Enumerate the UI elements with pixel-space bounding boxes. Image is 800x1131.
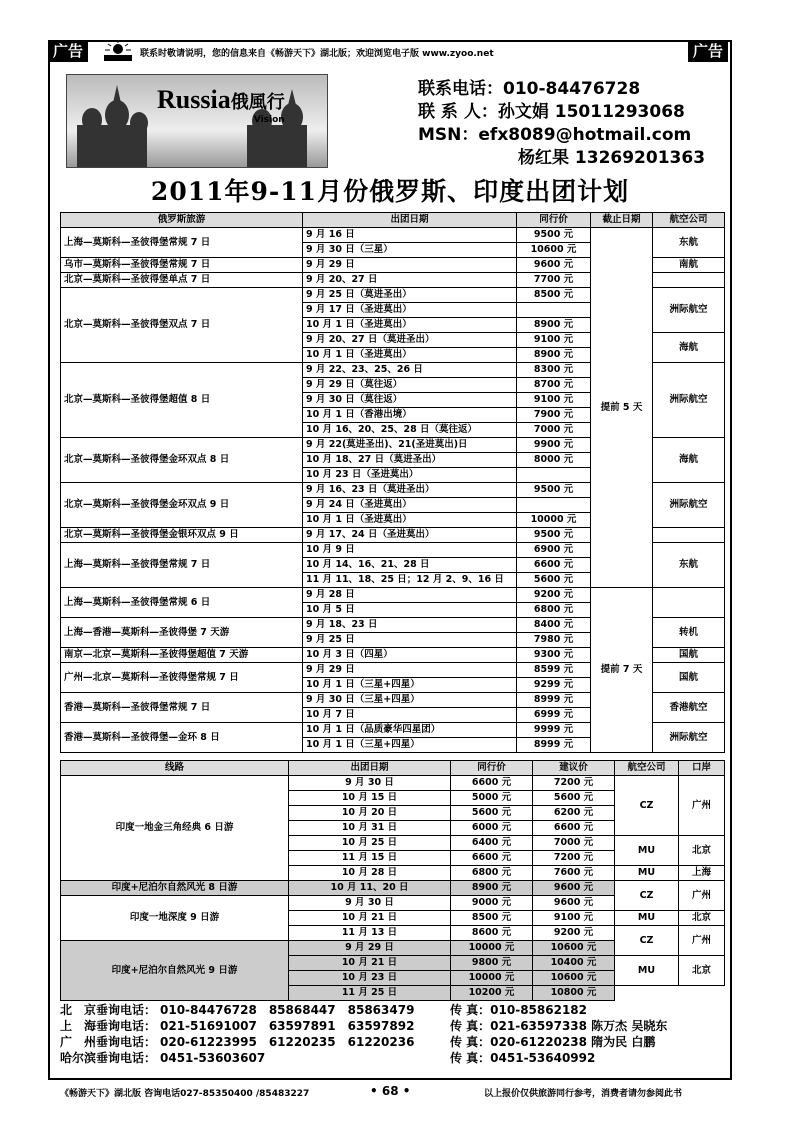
column-header: 截止日期 [591,213,653,228]
departure-date: 11 月 13 日 [289,926,451,941]
hotline-row [60,1002,667,1018]
hotline-city: 哈尔滨垂询电话： [60,1051,157,1065]
trade-price: 9500 元 [517,528,591,543]
departure-date: 10 月 1 日（圣进莫出） [303,348,517,363]
departure-date: 9 月 17 日（圣进莫出） [303,303,517,318]
trade-price: 6900 元 [517,543,591,558]
route-name: 北京—莫斯科—圣彼得堡双点 7 日 [61,288,303,363]
trade-price: 10000 元 [451,941,533,956]
airline: 国航 [653,663,725,693]
trade-price: 9200 元 [517,588,591,603]
departure-date: 9 月 30 日（三星） [303,243,517,258]
departure-date: 10 月 5 日 [303,603,517,618]
trade-price: 8500 元 [517,288,591,303]
trade-price: 6600 元 [451,851,533,866]
trade-price: 8500 元 [451,911,533,926]
trade-price: 8999 元 [517,693,591,708]
route-name: 上海—莫斯科—圣彼得堡常规 7 日 [61,543,303,588]
hotline-fax: 传 真：020-61220238 隋为民 白鹏 [450,1035,656,1049]
trade-price: 9800 元 [451,956,533,971]
hotline-city: 广 州垂询电话： [60,1035,157,1049]
trade-price: 9300 元 [517,648,591,663]
russia-tour-table [60,212,725,753]
india-tour-table [60,760,725,1001]
column-header: 航空公司 [653,213,725,228]
column-header: 俄罗斯旅游 [61,213,303,228]
trade-price: 8400 元 [517,618,591,633]
airline: 东航 [653,543,725,588]
hotline-phones: 010-84476728 85868447 85863479 [160,1003,415,1017]
route-name: 印度+尼泊尔自然风光 9 日游 [61,941,289,1001]
ad-tag-right: 广告 [688,40,728,62]
trade-price: 8700 元 [517,378,591,393]
trade-price: 10200 元 [451,986,533,1001]
trade-price: 6400 元 [451,836,533,851]
suggested-price: 7600 元 [533,866,615,881]
departure-date: 9 月 22、23、25、26 日 [303,363,517,378]
column-header: 同行价 [451,761,533,776]
suggested-price: 10600 元 [533,941,615,956]
trade-price: 10000 元 [517,513,591,528]
departure-date: 10 月 18、27 日（莫进圣出） [303,453,517,468]
table-row [61,776,725,791]
departure-date: 10 月 28 日 [289,866,451,881]
airline: 海航 [653,333,725,363]
table-row [61,588,725,603]
departure-date: 9 月 25 日 [303,633,517,648]
hotline-fax: 传 真：010-85862182 [450,1003,588,1017]
airline: MU [615,956,679,986]
suggested-price: 6600 元 [533,821,615,836]
contact-person-2: 杨红果 13269201363 [518,148,706,168]
suggested-price: 9100 元 [533,911,615,926]
departure-date: 9 月 25 日（莫进圣出） [303,288,517,303]
suggested-price: 10800 元 [533,986,615,1001]
trade-price: 9500 元 [517,483,591,498]
departure-date: 10 月 23 日（圣进莫出） [303,468,517,483]
departure-date: 10 月 9 日 [303,543,517,558]
trade-price: 6600 元 [517,558,591,573]
airline: 香港航空 [653,693,725,723]
departure-date: 10 月 1 日（圣进莫出） [303,513,517,528]
route-name: 北京—莫斯科—圣彼得堡金环双点 9 日 [61,483,303,528]
departure-date: 9 月 20、27 日 [303,273,517,288]
port: 广州 [679,926,725,956]
route-name: 乌市—莫斯科—圣彼得堡常规 7 日 [61,258,303,273]
departure-date: 10 月 21 日 [289,911,451,926]
page-number: • 68 • [370,1084,411,1098]
column-header: 线路 [61,761,289,776]
route-name: 上海—莫斯科—圣彼得堡常规 7 日 [61,228,303,258]
trade-price: 9500 元 [517,228,591,243]
route-name: 南京—北京—莫斯科—圣彼得堡超值 7 天游 [61,648,303,663]
departure-date: 9 月 22(莫进圣出)、21(圣进莫出)日 [303,438,517,453]
departure-date: 11 月 11、18、25 日；12 月 2、9、16 日 [303,573,517,588]
departure-date: 10 月 23 日 [289,971,451,986]
hotline-fax: 传 真：0451-53640992 [450,1051,596,1065]
suggested-price: 7200 元 [533,851,615,866]
suggested-price: 9600 元 [533,881,615,896]
suggested-price: 9200 元 [533,926,615,941]
trade-price: 8300 元 [517,363,591,378]
route-name: 上海—香港—莫斯科—圣彼得堡 7 天游 [61,618,303,648]
trade-price: 8000 元 [517,453,591,468]
departure-date: 11 月 25 日 [289,986,451,1001]
route-name: 广州—北京—莫斯科—圣彼得堡常规 7 日 [61,663,303,693]
departure-date: 10 月 1 日（香港出境） [303,408,517,423]
airline: MU [615,866,679,881]
airline: 海航 [653,438,725,483]
table-row [61,228,725,243]
port: 北京 [679,836,725,866]
footer-right: 以上报价仅供旅游同行参考，消费者请勿参阅此书 [484,1089,683,1099]
trade-price: 8900 元 [517,348,591,363]
trade-price: 9000 元 [451,896,533,911]
deadline: 提前 5 天 [591,228,653,588]
departure-date: 10 月 15 日 [289,791,451,806]
column-header: 同行价 [517,213,591,228]
departure-date: 10 月 16、20、25、28 日（莫往返） [303,423,517,438]
route-name: 香港—莫斯科—圣彼得堡—金环 8 日 [61,723,303,753]
airline: CZ [615,776,679,836]
hotline-row [60,1034,667,1050]
contact-msn: MSN：efx8089@hotmail.com [418,125,692,145]
departure-date: 9 月 30 日 [289,896,451,911]
suggested-price: 9600 元 [533,896,615,911]
trade-price: 7700 元 [517,273,591,288]
departure-date: 10 月 1 日（圣进莫出） [303,318,517,333]
suggested-price: 7200 元 [533,776,615,791]
airline: 洲际航空 [653,363,725,438]
hotline-fax: 传 真：021-63597338 陈万杰 吴晓东 [450,1019,668,1033]
departure-date: 10 月 1 日（三星+四星） [303,738,517,753]
route-name: 北京—莫斯科—圣彼得堡金环双点 8 日 [61,438,303,483]
kremlin-photo [66,74,328,168]
hotline-row [60,1050,667,1066]
airline: CZ [615,926,679,956]
airline: 洲际航空 [653,723,725,753]
trade-price: 8900 元 [517,318,591,333]
trade-price: 7980 元 [517,633,591,648]
route-name: 印度一地金三角经典 6 日游 [61,776,289,881]
trade-price: 8599 元 [517,663,591,678]
departure-date: 10 月 3 日（四星） [303,648,517,663]
brand-logo: Russia俄風行 Vision [157,85,285,125]
port: 广州 [679,881,725,911]
departure-date: 10 月 1 日（品质豪华四星团） [303,723,517,738]
hotline-phones: 0451-53603607 [160,1051,266,1065]
departure-date: 9 月 29 日（莫往返） [303,378,517,393]
trade-price: 9600 元 [517,258,591,273]
trade-price: 9100 元 [517,333,591,348]
departure-date: 9 月 30 日（莫往返） [303,393,517,408]
airline: 南航 [653,258,725,273]
route-name: 香港—莫斯科—圣彼得堡常规 7 日 [61,693,303,723]
departure-date: 10 月 7 日 [303,708,517,723]
departure-date: 9 月 30 日（三星+四星） [303,693,517,708]
airline: 洲际航空 [653,483,725,528]
trade-price: 8900 元 [451,881,533,896]
column-header: 出团日期 [289,761,451,776]
deadline: 提前 7 天 [591,588,653,753]
departure-date: 9 月 20、27 日（莫进圣出） [303,333,517,348]
trade-price: 6600 元 [451,776,533,791]
departure-date: 9 月 28 日 [303,588,517,603]
suggested-price: 6200 元 [533,806,615,821]
airline: 转机 [653,618,725,648]
ad-tag-left: 广告 [48,40,88,62]
airline: 洲际航空 [653,288,725,333]
departure-date: 9 月 24 日（圣进莫出） [303,498,517,513]
departure-date: 10 月 20 日 [289,806,451,821]
trade-price: 8600 元 [451,926,533,941]
table-row [61,881,725,896]
hotline-list [60,1002,667,1066]
trade-price [517,468,591,483]
route-name: 印度+尼泊尔自然风光 8 日游 [61,881,289,896]
departure-date: 9 月 18、23 日 [303,618,517,633]
hotline-city: 北 京垂询电话： [60,1003,157,1017]
suggested-price: 5600 元 [533,791,615,806]
magazine-logo-icon [102,40,134,62]
airline [653,588,725,618]
port: 广州 [679,776,725,836]
departure-date: 10 月 1 日（三星+四星） [303,678,517,693]
departure-date: 9 月 16 日 [303,228,517,243]
departure-date: 9 月 29 日 [289,941,451,956]
departure-date: 9 月 17、24 日（圣进莫出） [303,528,517,543]
column-header: 口岸 [679,761,725,776]
port: 北京 [679,911,725,926]
route-name: 印度一地深度 9 日游 [61,896,289,941]
airline: CZ [615,881,679,911]
airline: 国航 [653,648,725,663]
hotline-phones: 021-51691007 63597891 63597892 [160,1019,415,1033]
top-banner: 联系时敬请说明，您的信息来自《畅游天下》湖北版；欢迎浏览电子版 www.zyoo.net [140,49,494,59]
departure-date: 10 月 21 日 [289,956,451,971]
trade-price: 7000 元 [517,423,591,438]
column-header: 出团日期 [303,213,517,228]
page-title: 2011年9-11月份俄罗斯、印度出团计划 [150,177,630,206]
departure-date: 10 月 14、16、21、28 日 [303,558,517,573]
column-header: 航空公司 [615,761,679,776]
airline: MU [615,911,679,926]
trade-price: 10000 元 [451,971,533,986]
trade-price: 6800 元 [517,603,591,618]
airline [653,528,725,543]
departure-date: 9 月 29 日 [303,663,517,678]
footer-left: 《畅游天下》湖北版 咨询电话027-85350400 /85483227 [60,1089,310,1099]
port: 上海 [679,866,725,881]
suggested-price: 10400 元 [533,956,615,971]
port: 北京 [679,956,725,986]
departure-date: 11 月 15 日 [289,851,451,866]
contact-person: 联 系 人：孙文娟 15011293068 [418,102,685,122]
trade-price: 7900 元 [517,408,591,423]
column-header: 建议价 [533,761,615,776]
trade-price: 9999 元 [517,723,591,738]
contact-block [418,78,705,170]
trade-price: 9100 元 [517,393,591,408]
trade-price [517,498,591,513]
trade-price [517,303,591,318]
route-name: 上海—莫斯科—圣彼得堡常规 6 日 [61,588,303,618]
route-name: 北京—莫斯科—圣彼得堡单点 7 日 [61,273,303,288]
hotline-phones: 020-61223995 61220235 61220236 [160,1035,415,1049]
trade-price: 6999 元 [517,708,591,723]
suggested-price: 7000 元 [533,836,615,851]
route-name: 北京—莫斯科—圣彼得堡金银环双点 9 日 [61,528,303,543]
trade-price: 10600 元 [517,243,591,258]
departure-date: 10 月 31 日 [289,821,451,836]
airline: 东航 [653,228,725,258]
departure-date: 10 月 11、20 日 [289,881,451,896]
route-name: 北京—莫斯科—圣彼得堡超值 8 日 [61,363,303,438]
departure-date: 9 月 29 日 [303,258,517,273]
trade-price: 5600 元 [451,806,533,821]
hotline-row [60,1018,667,1034]
hotline-city: 上 海垂询电话： [60,1019,157,1033]
trade-price: 6800 元 [451,866,533,881]
airline [653,273,725,288]
departure-date: 9 月 30 日 [289,776,451,791]
trade-price: 6000 元 [451,821,533,836]
contact-phone: 联系电话：010-84476728 [418,79,641,99]
trade-price: 5000 元 [451,791,533,806]
trade-price: 9299 元 [517,678,591,693]
trade-price: 5600 元 [517,573,591,588]
airline: MU [615,836,679,866]
departure-date: 9 月 16、23 日（莫进圣出） [303,483,517,498]
trade-price: 9900 元 [517,438,591,453]
trade-price: 8999 元 [517,738,591,753]
departure-date: 10 月 25 日 [289,836,451,851]
suggested-price: 10600 元 [533,971,615,986]
